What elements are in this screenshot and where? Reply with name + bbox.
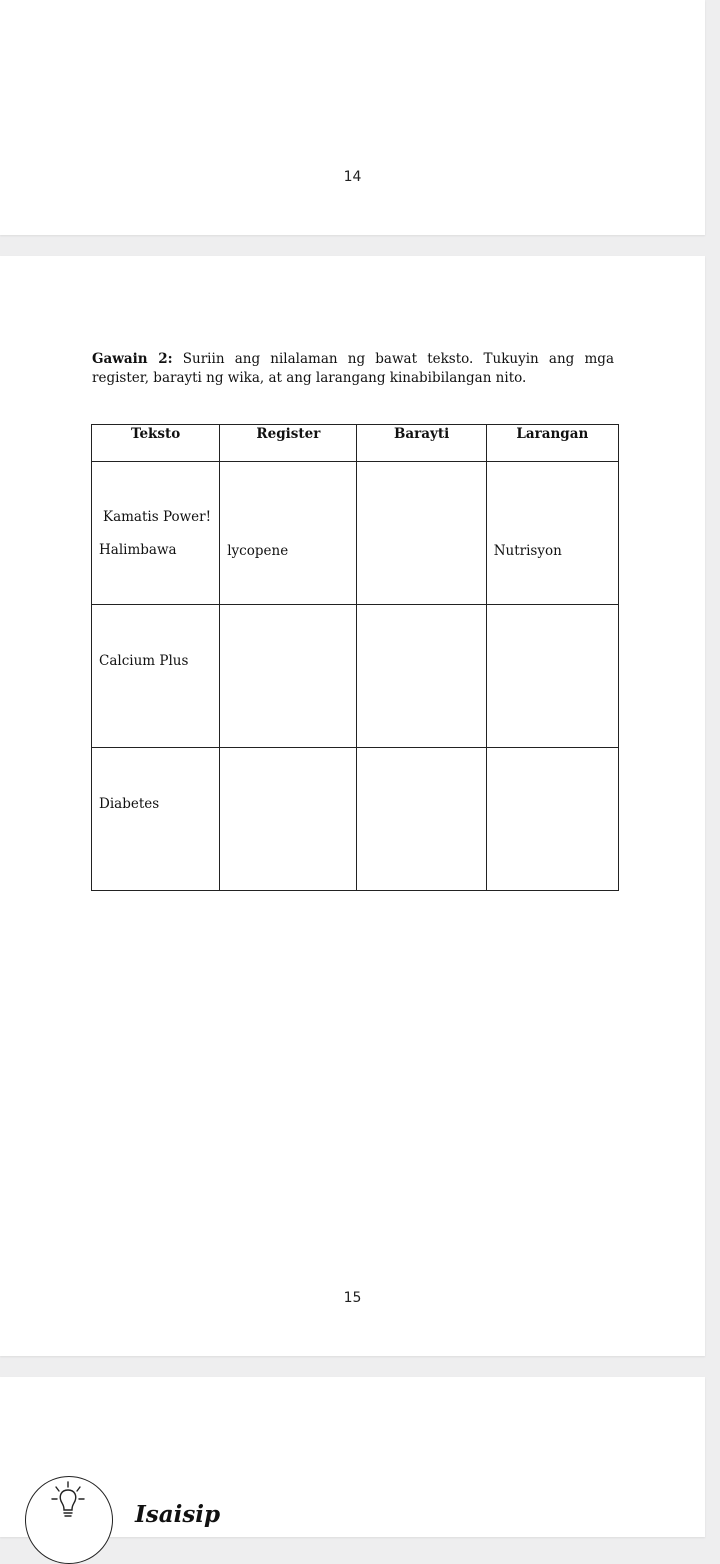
- cell-barayti: [357, 605, 486, 748]
- register-value: lycopene: [227, 543, 289, 559]
- previous-page: [0, 0, 705, 235]
- header-teksto: Teksto: [92, 425, 220, 462]
- current-page: [0, 256, 705, 1356]
- next-page: [0, 1377, 705, 1537]
- larangan-value: Nutrisyon: [493, 543, 562, 559]
- cell-larangan: [486, 462, 618, 605]
- table-row: [92, 605, 619, 748]
- cell-teksto: [92, 462, 220, 605]
- cell-barayti: [357, 748, 486, 891]
- cell-register: [220, 462, 357, 605]
- cell-teksto: [92, 748, 220, 891]
- header-larangan: Larangan: [486, 425, 618, 462]
- cell-larangan: [486, 748, 618, 891]
- section-title: Isaisip: [135, 1501, 221, 1528]
- lightbulb-icon: [25, 1476, 113, 1564]
- teksto-value: Diabetes: [99, 796, 160, 812]
- cell-register: [220, 748, 357, 891]
- header-barayti: Barayti: [357, 425, 486, 462]
- header-register: Register: [220, 425, 357, 462]
- teksto-value: Halimbawa: [99, 541, 177, 558]
- activity-table: [91, 424, 619, 891]
- cell-register: [220, 605, 357, 748]
- page-number: 14: [343, 169, 362, 185]
- page-number: 15: [343, 1290, 362, 1306]
- cell-larangan: [486, 605, 618, 748]
- teksto-value: Calcium Plus: [99, 653, 189, 669]
- teksto-title: Kamatis Power!: [103, 508, 212, 525]
- cell-teksto: [92, 605, 220, 748]
- table-row: [92, 748, 619, 891]
- table-header-row: [92, 425, 619, 462]
- table-row: [92, 462, 619, 605]
- activity-instructions: [92, 350, 614, 388]
- activity-instruction-text: Suriin ang nilalaman ng bawat teksto. Tukuyin ang mga register, barayti ng wika, at ang larangang kinabibilangan nito.: [92, 351, 614, 386]
- activity-label: Gawain 2:: [92, 351, 173, 367]
- cell-barayti: [357, 462, 486, 605]
